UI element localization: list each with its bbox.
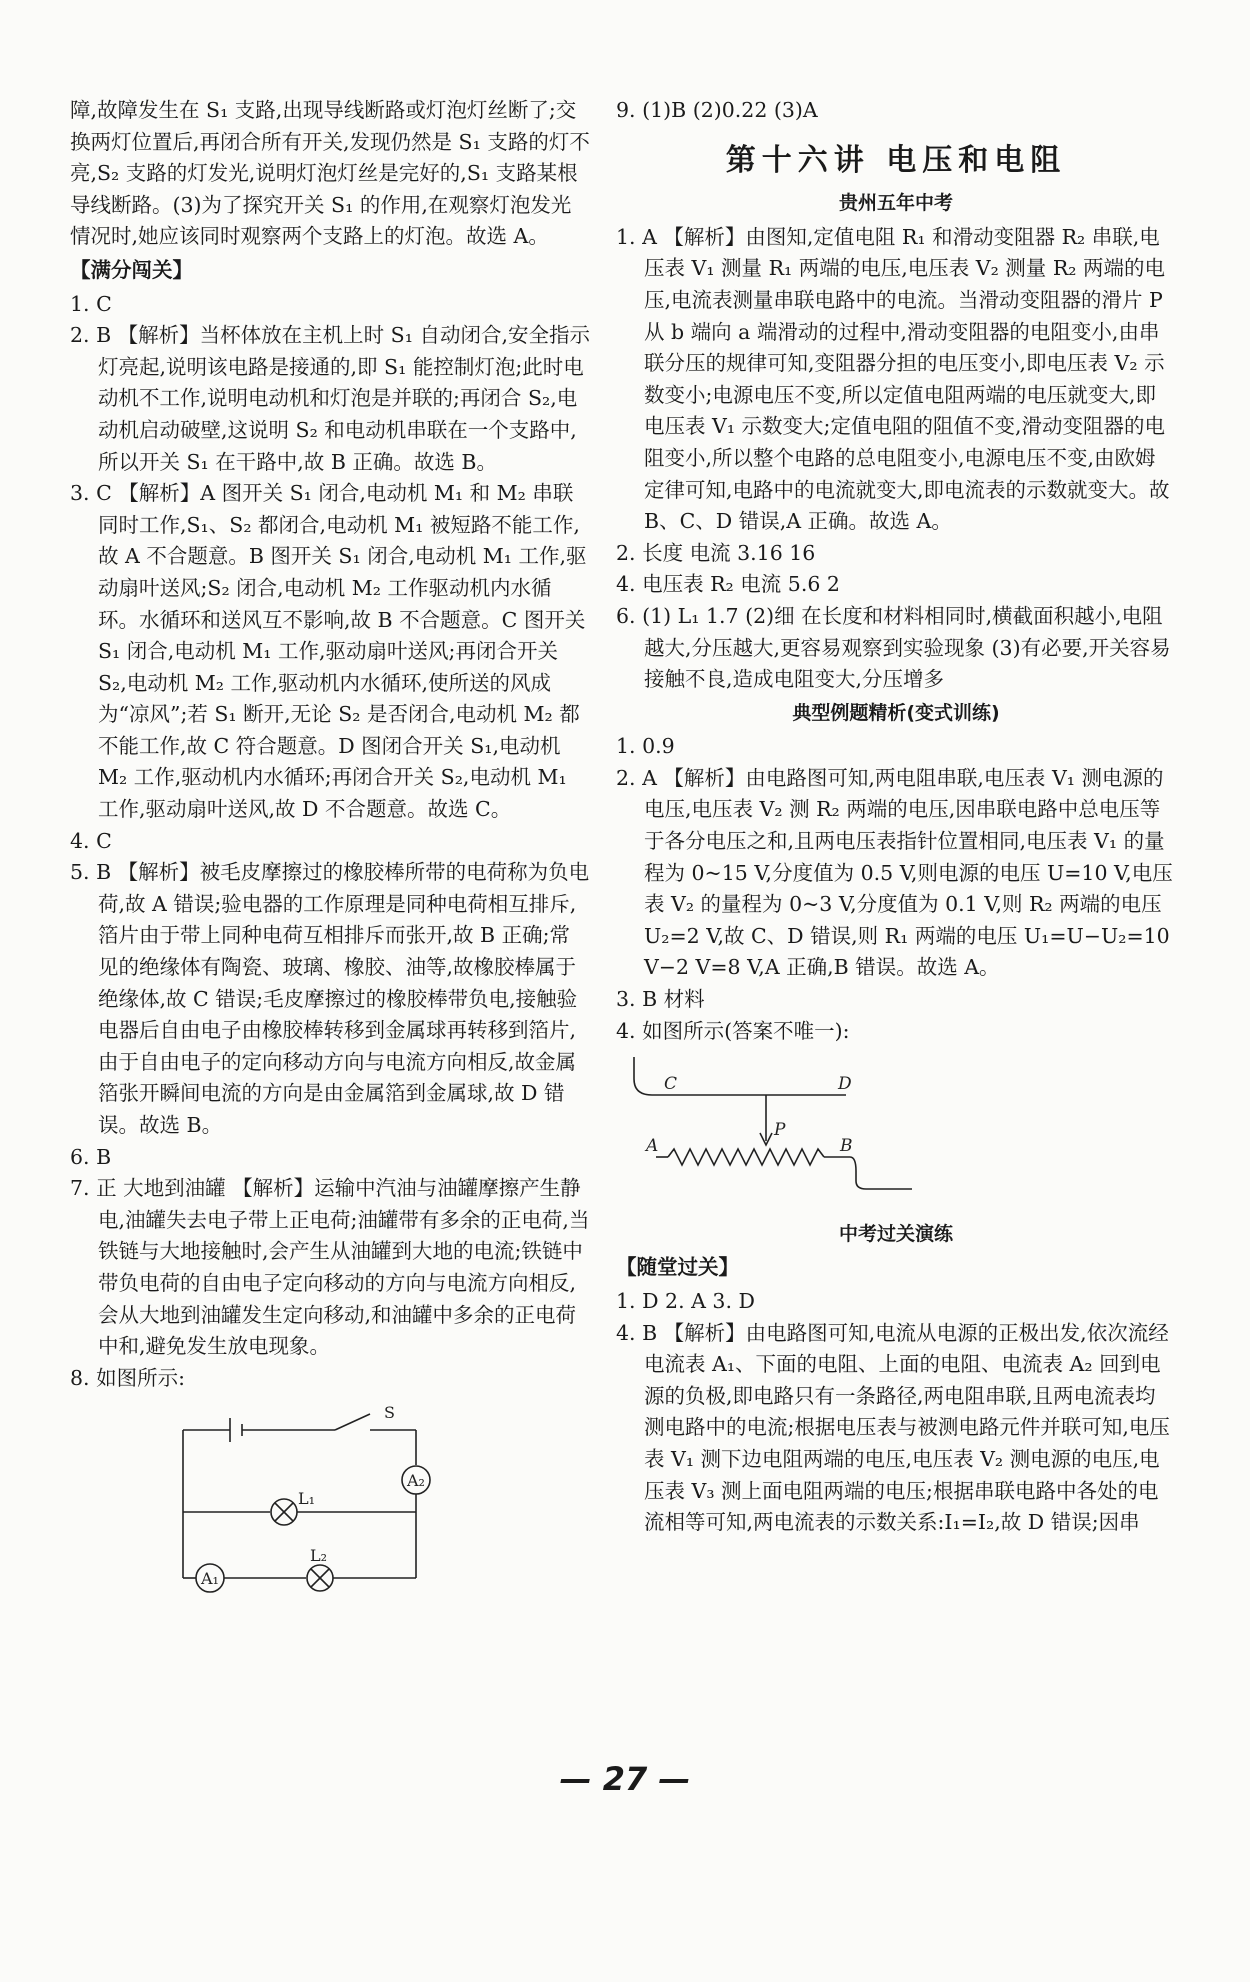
answer-item: 1. A 【解析】由图知,定值电阻 R₁ 和滑动变阻器 R₂ 串联,电压表 V₁ 测量 R₁ 两端的电压,电压表 V₂ 测量 R₂ 两端的电压,电流表测量串联电路中的电流。当滑动变阻器的滑片 P 从 b 端向 a 端滑动的过程中,滑动变阻器的电阻变小,由串联分压的规律可知,变阻器分担的电压变小,即电压表 V₂ 示数变小;电源电压不变,所以定值电阻两端的电压就变大,即电压表 V₁ 示数变大;定值电阻的阻值不变,滑动变阻器的电阻变小,所以整个电路的总电阻变小,电源电压不变,由欧姆定律可知,电路中的电流就变大,即电流表的示数就变大。故 B、C、D 错误,A 正确。故选 A。 — [616, 224, 1170, 534]
answer-item: 1. 0.9 — [616, 734, 675, 759]
answer-item: 4. 如图所示(答案不唯一): — [616, 1018, 850, 1043]
answer-item: 3. B 材料 — [616, 987, 705, 1012]
point-b-label: B — [840, 1136, 853, 1157]
page-number: — 27 — — [559, 1760, 691, 1798]
answer-item: 5. B 【解析】被毛皮摩擦过的橡胶棒所带的电荷称为负电荷,故 A 错误;验电器的工作原理是同种电荷相互排斥,箔片由于带上同种电荷互相排斥而张开,故 B 正确;常见的绝缘体有陶瓷、玻璃、橡胶、油等,故橡胶棒属于绝缘体,故 C 错误;毛皮摩擦过的橡胶棒带负电,接触验电器后自由电子由橡胶棒转移到金属球再转移到箔片,由于自由电子的定向移动方向与电流方向相反,故金属箔张开瞬间电流的方向是由金属箔到金属球,故 D 错误。故选 B。 — [70, 860, 590, 1137]
point-d-label: D — [838, 1074, 852, 1095]
subsection-title: 典型例题精析(变式训练) — [792, 701, 1000, 724]
l2-label: L₂ — [310, 1546, 328, 1566]
answer-item: 6. (1) L₁ 1.7 (2)细 在长度和材料相同时,横截面积越小,电阻越大,分压越大,更容易观察到实验现象 (3)有必要,开关容易接触不良,造成电阻变大,分压增多 — [616, 603, 1171, 692]
answer-item: 8. 如图所示: — [70, 1365, 185, 1390]
switch-label: S — [384, 1403, 395, 1423]
l1-label: L₁ — [298, 1489, 316, 1509]
answer-item: 4. 电压表 R₂ 电流 5.6 2 — [616, 572, 840, 597]
rheostat-diagram — [616, 1053, 1176, 1213]
answer-item: 4. B 【解析】由电路图可知,电流从电源的正极出发,依次流经电流表 A₁、下面的电阻、上面的电阻、电流表 A₂ 回到电源的负极,即电路只有一条路径,两电阻串联,且两电流表均测电路中的电流;根据电压表与被测电路元件并联可知,电压表 V₁ 测下边电阻两端的电压,电压表 V₂ 测电源的电压,电压表 V₃ 测上面电阻两端的电压;根据串联电路中各处的电流相等可知,两电流表的示数关系:I₁=I₂,故 D 错误;因串 — [616, 1320, 1170, 1535]
answer-item: 1. C — [70, 291, 112, 316]
circuit-diagram — [70, 1400, 590, 1610]
answer-continued: 障,故障发生在 S₁ 支路,出现导线断路或灯泡灯丝断了;交换两灯位置后,再闭合所有开关,发现仍然是 S₁ 支路的灯不亮,S₂ 支路的灯发光,说明灯泡灯丝是完好的,S₁ 支路某根导线断路。(3)为了探究开关 S₁ 的作用,在观察灯泡发光情况时,她应该同时观察两个支路上的灯泡。故选 A。 — [70, 98, 590, 249]
slider-p-label: P — [774, 1120, 786, 1141]
subsection-title: 中考过关演练 — [838, 1222, 953, 1245]
answer-item: 2. 长度 电流 3.16 16 — [616, 540, 816, 565]
answer-item: 6. B — [70, 1144, 112, 1169]
answer-item: 1. D 2. A 3. D — [616, 1289, 755, 1313]
subsection-title: 贵州五年中考 — [838, 192, 953, 215]
section-header: 【随堂过关】 — [616, 1255, 739, 1280]
right-column — [616, 95, 1176, 1539]
a1-label: A₁ — [201, 1569, 219, 1589]
left-column — [70, 95, 590, 1616]
answer-item: 9. (1)B (2)0.22 (3)A — [616, 98, 818, 122]
answer-item: 2. B 【解析】当杯体放在主机上时 S₁ 自动闭合,安全指示灯亮起,说明该电路是接通的,即 S₁ 能控制灯泡;此时电动机不工作,说明电动机和灯泡是并联的;再闭合 S₂,电动机启动破壁,这说明 S₂ 和电动机串联在一个支路中,所以开关 S₁ 在干路中,故 B 正确。故选 B。 — [70, 323, 590, 474]
answer-item: 4. C — [70, 828, 112, 853]
circuit-svg — [70, 1400, 490, 1600]
point-c-label: C — [664, 1074, 678, 1095]
rheostat-svg — [616, 1053, 996, 1203]
point-a-label: A — [646, 1136, 659, 1157]
lecture-title: 第十六讲 电压和电阻 — [725, 142, 1067, 178]
answer-item: 2. A 【解析】由电路图可知,两电阻串联,电压表 V₁ 测电源的电压,电压表 V₂ 测 R₂ 两端的电压,因串联电路中总电压等于各分电压之和,且两电压表指针位置相同,电压表 V₁ 的量程为 0~15 V,分度值为 0.5 V,则电源的电压 U=10 V,电压表 V₂ 的量程为 0~3 V,分度值为 0.1 V,则 R₂ 两端的电压 U₂=2 V,故 C、D 错误,则 R₁ 两端的电压 U₁=U−U₂=10 V−2 V=8 V,A 正确,B 错误。故选 A。 — [616, 765, 1173, 980]
section-header: 【满分闯关】 — [70, 257, 193, 282]
answer-item: 7. 正 大地到油罐 【解析】运输中汽油与油罐摩擦产生静电,油罐失去电子带上正电荷;油罐带有多余的正电荷,当铁链与大地接触时,会产生从油罐到大地的电流;铁链中带负电荷的自由电子定向移动的方向与电流方向相反,会从大地到油罐发生定向移动,和油罐中多余的正电荷中和,避免发生放电现象。 — [70, 1176, 590, 1359]
answer-item: 3. C 【解析】A 图开关 S₁ 闭合,电动机 M₁ 和 M₂ 串联同时工作,S₁、S₂ 都闭合,电动机 M₁ 被短路不能工作,故 A 不合题意。B 图开关 S₁ 闭合,电动机 M₁ 工作,驱动扇叶送风;S₂ 闭合,电动机 M₂ 工作驱动机内水循环。水循环和送风互不影响,故 B 不合题意。C 图开关 S₁ 闭合,电动机 M₁ 工作,驱动扇叶送风;再闭合开关 S₂,电动机 M₂ 工作,驱动机内水循环,使所送的风成为“凉风”;若 S₁ 断开,无论 S₂ 是否闭合,电动机 M₂ 都不能工作,故 C 符合题意。D 图闭合开关 S₁,电动机 M₂ 工作,驱动机内水循环;再闭合开关 S₂,电动机 M₁ 工作,驱动扇叶送风,故 D 不合题意。故选 C。 — [70, 481, 587, 822]
switch-blade — [335, 1414, 370, 1430]
a2-label: A₂ — [407, 1471, 425, 1491]
